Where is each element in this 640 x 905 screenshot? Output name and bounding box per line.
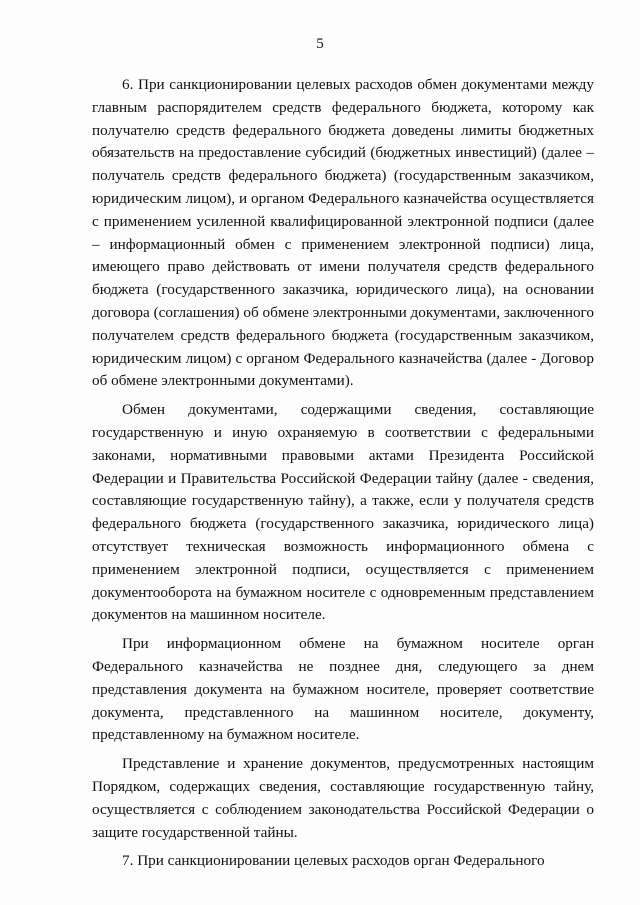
paragraph-storage-of-documents: Представление и хранение документов, предусмотренных настоящим Порядком, содержащих сведения, составляющие государственную тайну, осуществляется с соблюдением законодательства Российской Федерации о защите государственной тайны. [92,755,594,841]
paragraph-6: 6. При санкционировании целевых расходов обмен документами между главным распорядителем средств федерального бюджета, которому как получателю средств федерального бюджета доведены лимиты бюджетных обязательств на предоставление субсидий (бюджетных инвестиций) (далее – получатель средств федерального бюджета) (государственным заказчиком, юридическим лицом), и органом Федерального казначейства осуществляется с применением усиленной квалифицированной электронной подписи (далее – информационный обмен с применением электронной подписи) лица, имеющего право действовать от имени получателя средств федерального бюджета (государственного заказчика, юридического лица), на основании договора (соглашения) об обмене электронными документами, заключенного получателем средств федерального бюджета (государственным заказчиком, юридическим лицом) с органом Федерального казначейства (далее - Договор об обмене электронными документами). [92,76,594,390]
page-number: 5 [316,36,324,52]
document-body [92,74,594,873]
paragraph-paper-exchange-check: При информационном обмене на бумажном носителе орган Федерального казначейства не позднее дня, следующего за днем представления документа на бумажном носителе, проверяет соответствие документа, представленного на машинном носителе, документу, представленному на бумажном носителе. [92,635,594,744]
paragraph-7: 7. При санкционировании целевых расходов орган Федерального [122,852,545,870]
paragraph-state-secret-exchange: Обмен документами, содержащими сведения, составляющие государственную и иную охраняемую в соответствии с федеральными законами, нормативными правовыми актами Президента Российской Федерации и Правительства Российской Федерации тайну (далее - сведения, составляющие государственную тайну), а также, если у получателя средств федерального бюджета (государственного заказчика, юридического лица) отсутствует техническая возможность информационного обмена с применением электронной подписи, осуществляется с применением документооборота на бумажном носителе с одновременным представлением документов на машинном носителе. [92,401,594,624]
